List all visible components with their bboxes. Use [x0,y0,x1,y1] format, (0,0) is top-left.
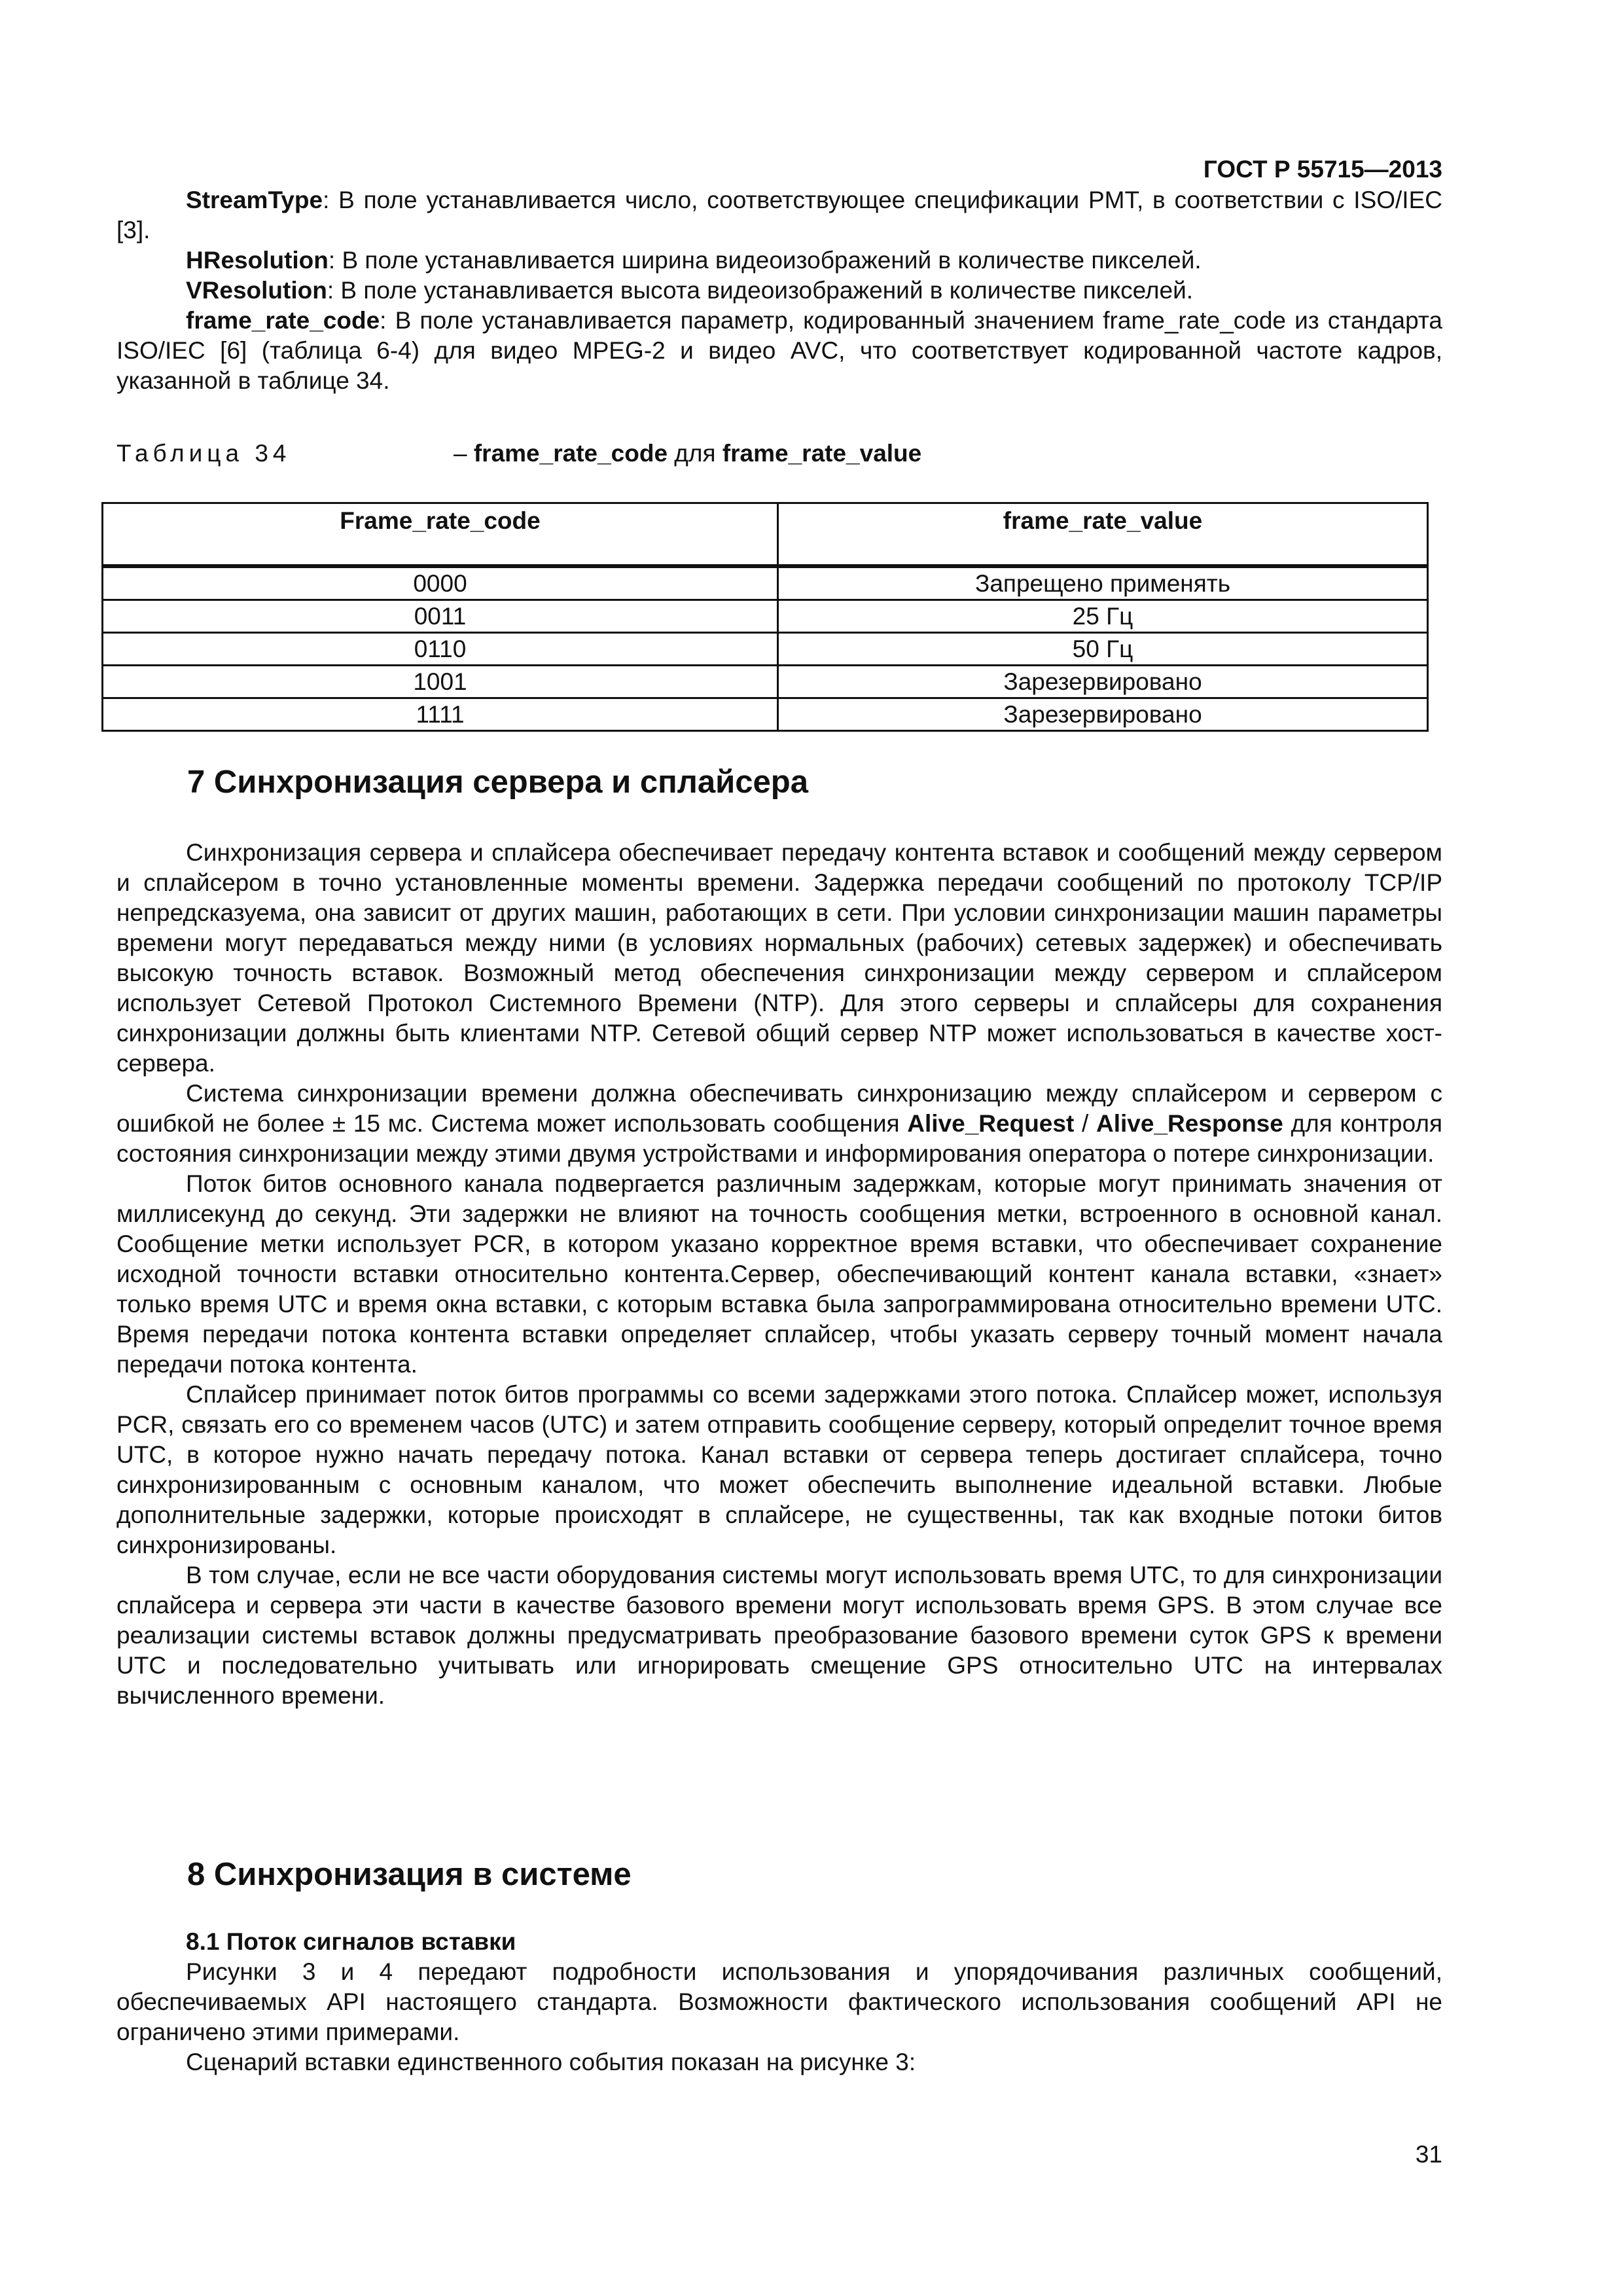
caption-code: frame_rate_code [473,440,668,467]
table-cell-value: Запрещено применять [778,566,1428,600]
table-row [103,600,1428,633]
section-7-paragraph: Сплайсер принимает поток битов программы со всеми задержками этого потока. Сплайсер может, используя PCR, связать его со временем часов (UTC) и затем отправить сообщение серверу, который определит точное время UTC, в которое нужно начать передачу потока. Канал вставки от сервера теперь достигает сплайсера, точно синхронизированным с основным каналом, что может обеспечить выполнение идеальной вставки. Любые дополнительные задержки, которые происходят в сплайсере, не существенны, так как входные потоки битов синхронизированы. [116,1381,1442,1558]
table-row [103,666,1428,698]
definition-vresolution [116,276,1442,306]
section-8-paragraph: Сценарий вставки единственного события показан на рисунке 3: [186,2049,916,2075]
page-number: 31 [1415,2141,1442,2168]
column-header-frame-rate-value: frame_rate_value [778,503,1428,567]
standard-header: ГОСТ Р 55715—2013 [1203,156,1442,183]
table-caption [116,439,1442,469]
section-7-heading: 7 Синхронизация сервера и сплайсера [187,764,808,800]
message-alive-response: Alive_Response [1096,1110,1283,1137]
definition-text: : В поле устанавливается ширина видеоизображений в количестве пикселей. [328,247,1202,274]
definition-frame-rate-code [116,306,1442,396]
term-vresolution: VResolution [186,277,327,304]
definition-hresolution [116,245,1442,276]
definition-text: : В поле устанавливается число, соответствующее спецификации PMT, в соответствии с ISO/IEC [3]. [116,187,1442,243]
section-7-paragraph: Синхронизация сервера и сплайсера обеспечивает передачу контента вставок и сообщений между сервером и сплайсером в точно установленные моменты времени. Задержка передачи сообщений по протоколу TCP/IP непредсказуема, она зависит от других машин, работающих в сети. При условии синхронизации машин параметры времени могут передаваться между ними (в условиях нормальных (рабочих) сетевых задержек) и обеспечивать высокую точность вставок. Возможный метод обеспечения синхронизации между сервером и сплайсером использует Сетевой Протокол Системного Времени (NTP). Для этого серверы и сплайсеры для сохранения синхронизации должны быть клиентами NTP. Сетевой общий сервер NTP может использоваться в качестве хост-сервера. [116,839,1442,1077]
table-row [103,698,1428,731]
section-8-paragraph: Рисунки 3 и 4 передают подробности использования и упорядочивания различных сообщений, обеспечиваемых API настоящего стандарта. Возможности фактического использования сообщений API не ограничено этими примерами. [116,1958,1442,2045]
subsection-8-1-heading: 8.1 Поток сигналов вставки [186,1928,516,1955]
table-cell-code: 1111 [103,698,778,731]
section-7-paragraph: Поток битов основного канала подвергается различным задержкам, которые могут принимать значения от миллисекунд до секунд. Эти задержки не влияют на точность сообщения метки, встроенного в основной канал. Сообщение метки использует PCR, в котором указано корректное время вставки, что обеспечивает сохранение исходной точности вставки относительно контента.Сервер, обеспечивающий контент канала вставки, «знает» только время UTC и время окна вставки, с которым вставка была запрограммирована относительно времени UTC. Время передачи потока контента вставки определяет сплайсер, чтобы указать серверу точный момент начала передачи потока контента. [116,1170,1442,1378]
section-7-paragraph: В том случае, если не все части оборудования системы могут использовать время UTC, то для синхронизации сплайсера и сервера эти части в качестве базового времени могут использовать время GPS. В этом случае все реализации системы вставок должны предусматривать преобразование базового времени суток GPS к времени UTC и последовательно учитывать или игнорировать смещение GPS относительно UTC на интервалах вычисленного времени. [116,1562,1442,1709]
table-cell-code: 0011 [103,600,778,633]
definition-text: : В поле устанавливается параметр, кодированный значением frame_rate_code из стандарта ISO/IEC [6] (таблица 6-4) для видео MPEG-2 и видео AVC, что соответствует кодированной частоте кадров, указанной в таблице 34. [116,307,1442,394]
table-cell-value: 25 Гц [778,600,1428,633]
table-caption-label: Таблица 34 [116,440,291,467]
table-cell-value: Зарезервировано [778,666,1428,698]
term-streamtype: StreamType [186,187,323,213]
table-cell-value: Зарезервировано [778,698,1428,731]
section-7-paragraph [116,1079,1442,1169]
paragraph-text: Система синхронизации времени должна обеспечивать синхронизацию между сплайсером и сервером с ошибкой не более ± 15 мс. Система может использовать сообщения [116,1080,1442,1137]
table-cell-code: 0000 [103,566,778,600]
term-frame-rate-code: frame_rate_code [186,307,380,334]
table-cell-value: 50 Гц [778,633,1428,666]
table-row [103,566,1428,600]
table-header-row [103,503,1428,567]
definition-text: : В поле устанавливается высота видеоизображений в количестве пикселей. [327,277,1194,304]
definition-streamtype [116,185,1442,245]
paragraph-text: для контроля состояния синхронизации между этими двумя устройствами и информирования оператора о потере синхронизации. [116,1110,1442,1167]
frame-rate-table [101,502,1429,732]
caption-value: frame_rate_value [722,440,922,467]
message-alive-request: Alive_Request [907,1110,1075,1137]
section-7-body [116,838,1442,1711]
intro-definitions [116,185,1442,396]
paragraph-separator: / [1074,1110,1096,1137]
caption-dash: – [454,440,474,467]
caption-for: для [668,440,722,467]
column-header-frame-rate-code: Frame_rate_code [103,503,778,567]
table-caption-title [454,439,921,469]
section-8-heading: 8 Синхронизация в системе [187,1857,632,1892]
table-cell-code: 0110 [103,633,778,666]
table-cell-code: 1001 [103,666,778,698]
table-row [103,633,1428,666]
section-8-body [116,1927,1442,2077]
term-hresolution: HResolution [186,247,329,274]
